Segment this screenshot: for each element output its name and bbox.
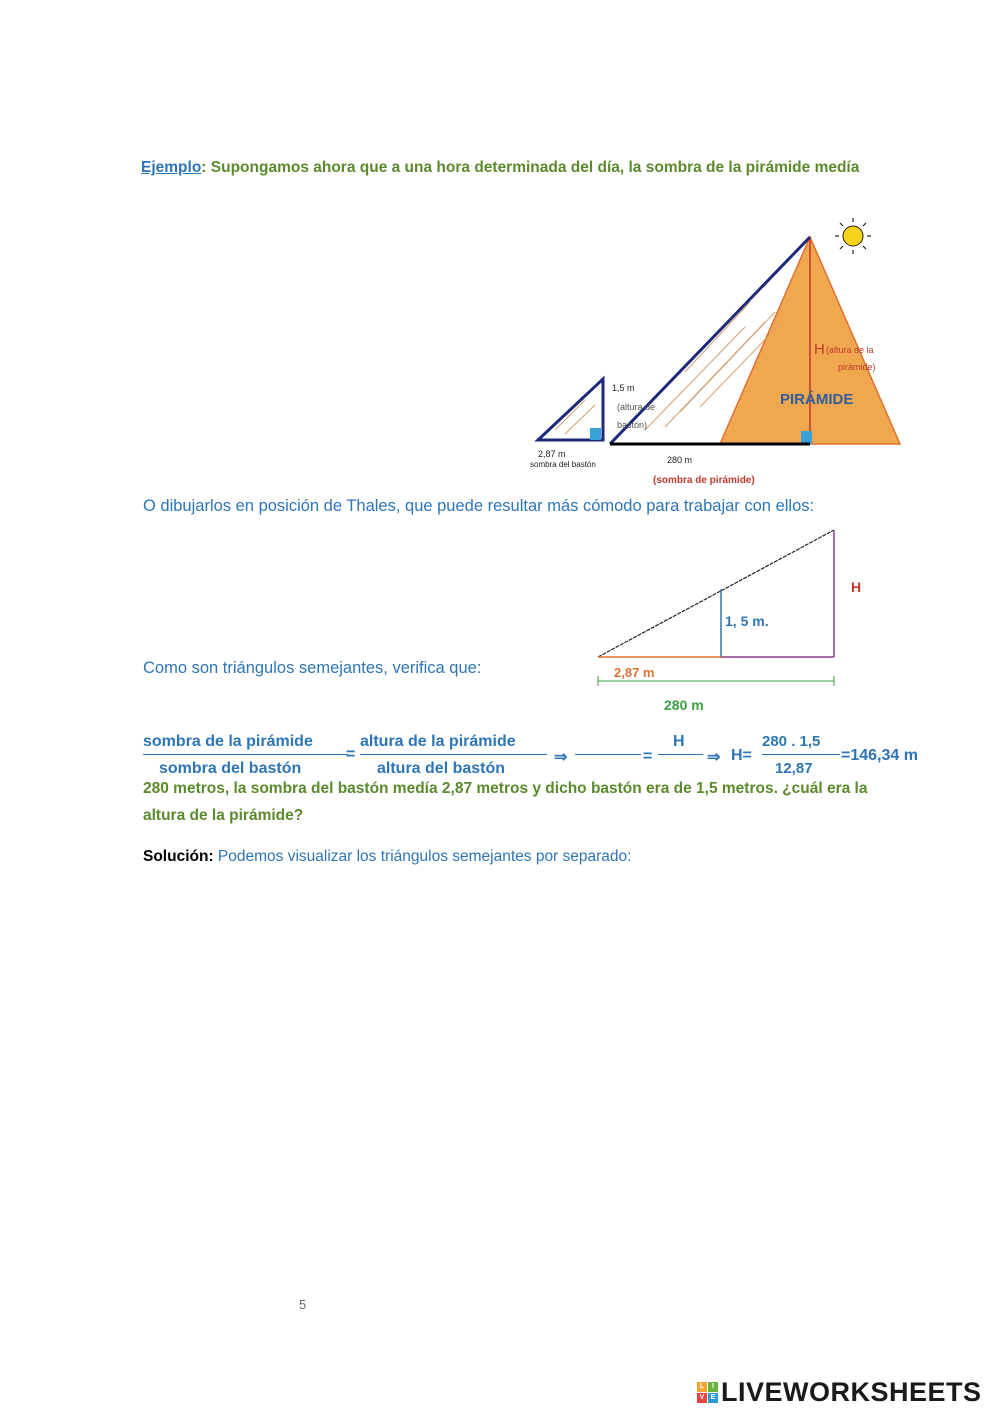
stick-shadow-value: 2,87 m: [538, 449, 566, 459]
pyramid-shadow-label: (sombra de pirámide): [653, 475, 755, 486]
height-letter: H: [814, 341, 825, 358]
equals-2: =: [643, 748, 653, 765]
numerator-2: altura de la pirámide: [360, 733, 516, 750]
long-base-value: 280 m: [664, 697, 704, 713]
solution-line: [143, 848, 631, 866]
liveworksheets-brand[interactable]: [697, 1377, 982, 1408]
numerator-1: sombra de la pirámide: [143, 733, 313, 750]
stick-label-1: (altura de: [617, 402, 656, 412]
liveworksheets-logo-icon: L I V E: [697, 1382, 718, 1403]
denominator-1: sombra del bastón: [159, 760, 302, 777]
example-colon: :: [201, 159, 207, 176]
solution-text: Podemos visualizar los triángulos semejantes por separado:: [213, 848, 632, 865]
result: =146,34 m: [841, 747, 918, 764]
example-text: Supongamos ahora que a una hora determinada del día, la sombra de la pirámide medía: [206, 159, 860, 176]
denominator-4: 12,87: [775, 760, 813, 777]
stick-label-2: bastón): [617, 420, 648, 430]
pyramid-shadow-value: 280 m: [667, 455, 693, 465]
hypotenuse-line: [598, 530, 834, 657]
similar-triangles-text: Como son triángulos semejantes, verifica que:: [143, 659, 482, 677]
pyramid-label: PIRÁMIDE: [780, 391, 854, 408]
arrow-1: ⇒: [554, 749, 568, 766]
height-label-1: (altura de la: [826, 345, 874, 355]
stick-shadow-label: sombra del bastón: [530, 460, 596, 469]
height-label-2: pirámide): [838, 362, 876, 372]
stick-height-label: 1,5 m: [612, 383, 635, 393]
thales-text: O dibujarlos en posición de Thales, que puede resultar más cómodo para trabajar con ellos:: [143, 497, 815, 515]
problem-line-2: altura de la pirámide?: [143, 807, 304, 824]
numerator-4: 280 . 1,5: [762, 733, 821, 750]
example-label: Ejemplo: [141, 159, 202, 176]
numerator-3: H: [673, 733, 685, 750]
short-base-value: 2,87 m: [614, 665, 655, 680]
liveworksheets-name: LIVEWORKSHEETS: [721, 1377, 982, 1407]
page-number: 5: [299, 1297, 307, 1312]
h-equals: H=: [731, 747, 752, 764]
pyramid-shadow-figure: [525, 212, 905, 488]
stick-right-angle: [590, 428, 601, 440]
example-line: [141, 159, 859, 177]
height-letter-2: H: [851, 579, 862, 595]
arrow-2: ⇒: [707, 749, 721, 766]
thales-figure: [592, 525, 882, 720]
sun-icon: [835, 218, 871, 254]
equals-1: =: [346, 746, 356, 763]
stick-value-2: 1, 5 m.: [725, 613, 769, 629]
pyramid-right-angle: [801, 431, 812, 444]
denominator-2: altura del bastón: [377, 760, 506, 777]
problem-line-1: 280 metros, la sombra del bastón medía 2,87 metros y dicho bastón era de 1,5 metros. ¿cuál era la: [143, 780, 868, 797]
solution-label: Solución:: [143, 848, 214, 865]
